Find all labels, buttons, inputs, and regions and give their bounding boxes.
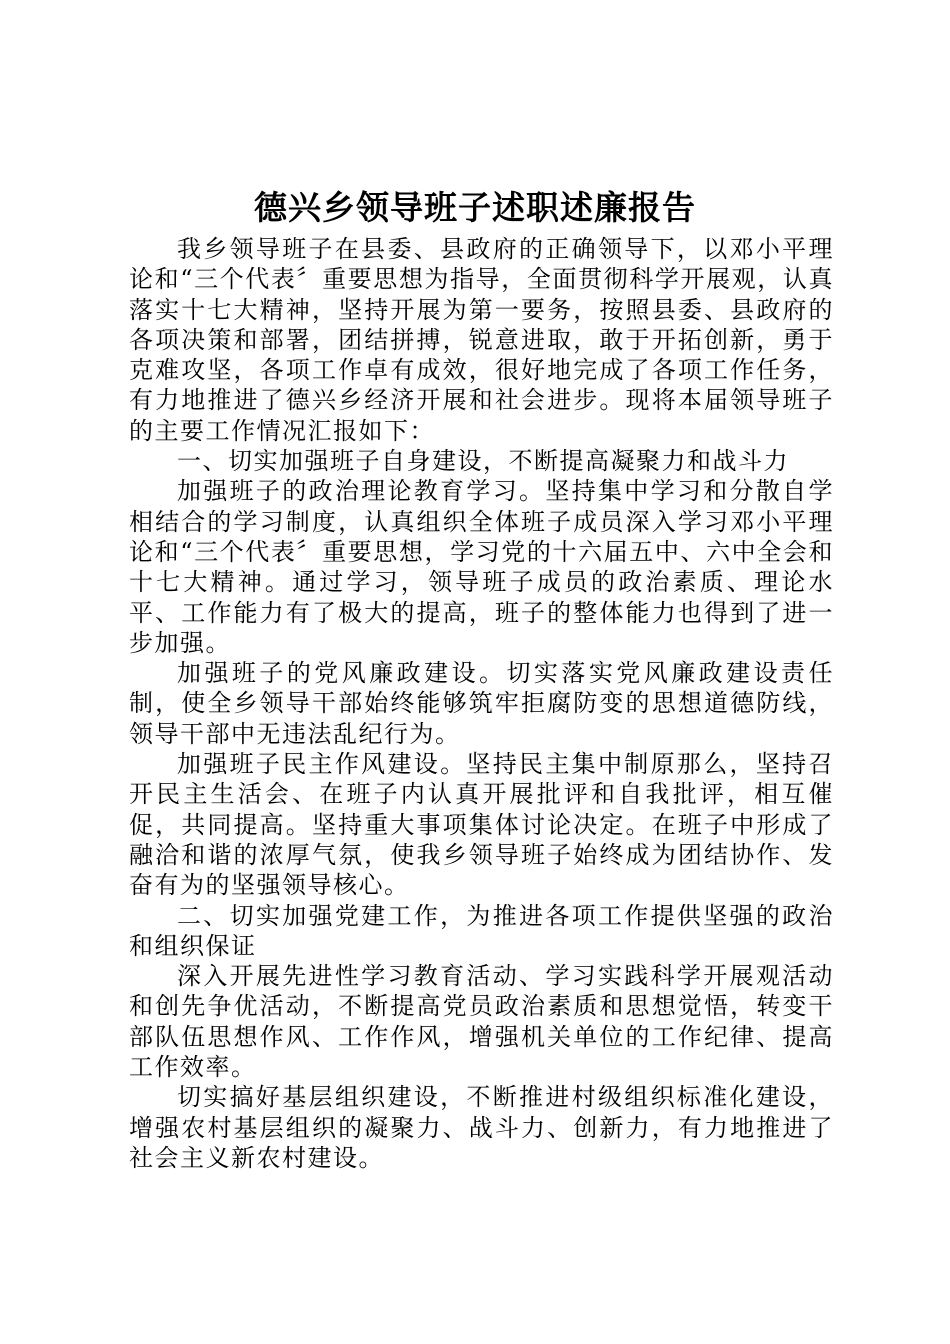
section-heading-1: 一、切实加强班子自身建设，不断提高凝聚力和战斗力	[177, 447, 789, 476]
document-body	[129, 234, 834, 1173]
paragraph-education-activities: 深入开展先进性学习教育活动、学习实践科学开展观活动和创先争优活动，不断提高党员政治素质和思想觉悟，转变干部队伍思想作风、工作作风，增强机关单位的工作纪律、提高工作效率。	[129, 962, 834, 1082]
paragraph-grassroots: 切实搞好基层组织建设，不断推进村级组织标准化建设，增强农村基层组织的凝聚力、战斗力、创新力，有力地推进了社会主义新农村建设。	[129, 1083, 834, 1172]
paragraph-democratic-style: 加强班子民主作风建设。坚持民主集中制原那么，坚持召开民主生活会、在班子内认真开展批评和自我批评，相互催促，共同提高。坚持重大事项集体讨论决定。在班子中形成了融洽和谐的浓厚气氛，使我乡领导班子始终成为团结协作、发奋有为的坚强领导核心。	[129, 750, 834, 900]
paragraph-intro: 我乡领导班子在县委、县政府的正确领导下，以邓小平理论和“三个代表〞重要思想为指导，全面贯彻科学开展观，认真落实十七大精神，坚持开展为第一要务，按照县委、县政府的各项决策和部署，团结拼搏，锐意进取，敢于开拓创新，勇于克难攻坚，各项工作卓有成效，很好地完成了各项工作任务，有力地推进了德兴乡经济开展和社会进步。现将本届领导班子的主要工作情况汇报如下：	[129, 235, 834, 445]
document-title: 德兴乡领导班子述职述廉报告	[254, 188, 696, 227]
paragraph-clean-governance: 加强班子的党风廉政建设。切实落实党风廉政建设责任制，使全乡领导干部始终能够筑牢拒腐防变的思想道德防线，领导干部中无违法乱纪行为。	[129, 659, 834, 748]
section-heading-2: 二、切实加强党建工作，为推进各项工作提供坚强的政治和组织保证	[129, 901, 834, 960]
paragraph-theory-study: 加强班子的政治理论教育学习。坚持集中学习和分散自学相结合的学习制度，认真组织全体班子成员深入学习邓小平理论和“三个代表〞重要思想，学习党的十六届五中、六中全会和十七大精神。通过学习，领导班子成员的政治素质、理论水平、工作能力有了极大的提高，班子的整体能力也得到了进一步加强。	[129, 477, 834, 657]
